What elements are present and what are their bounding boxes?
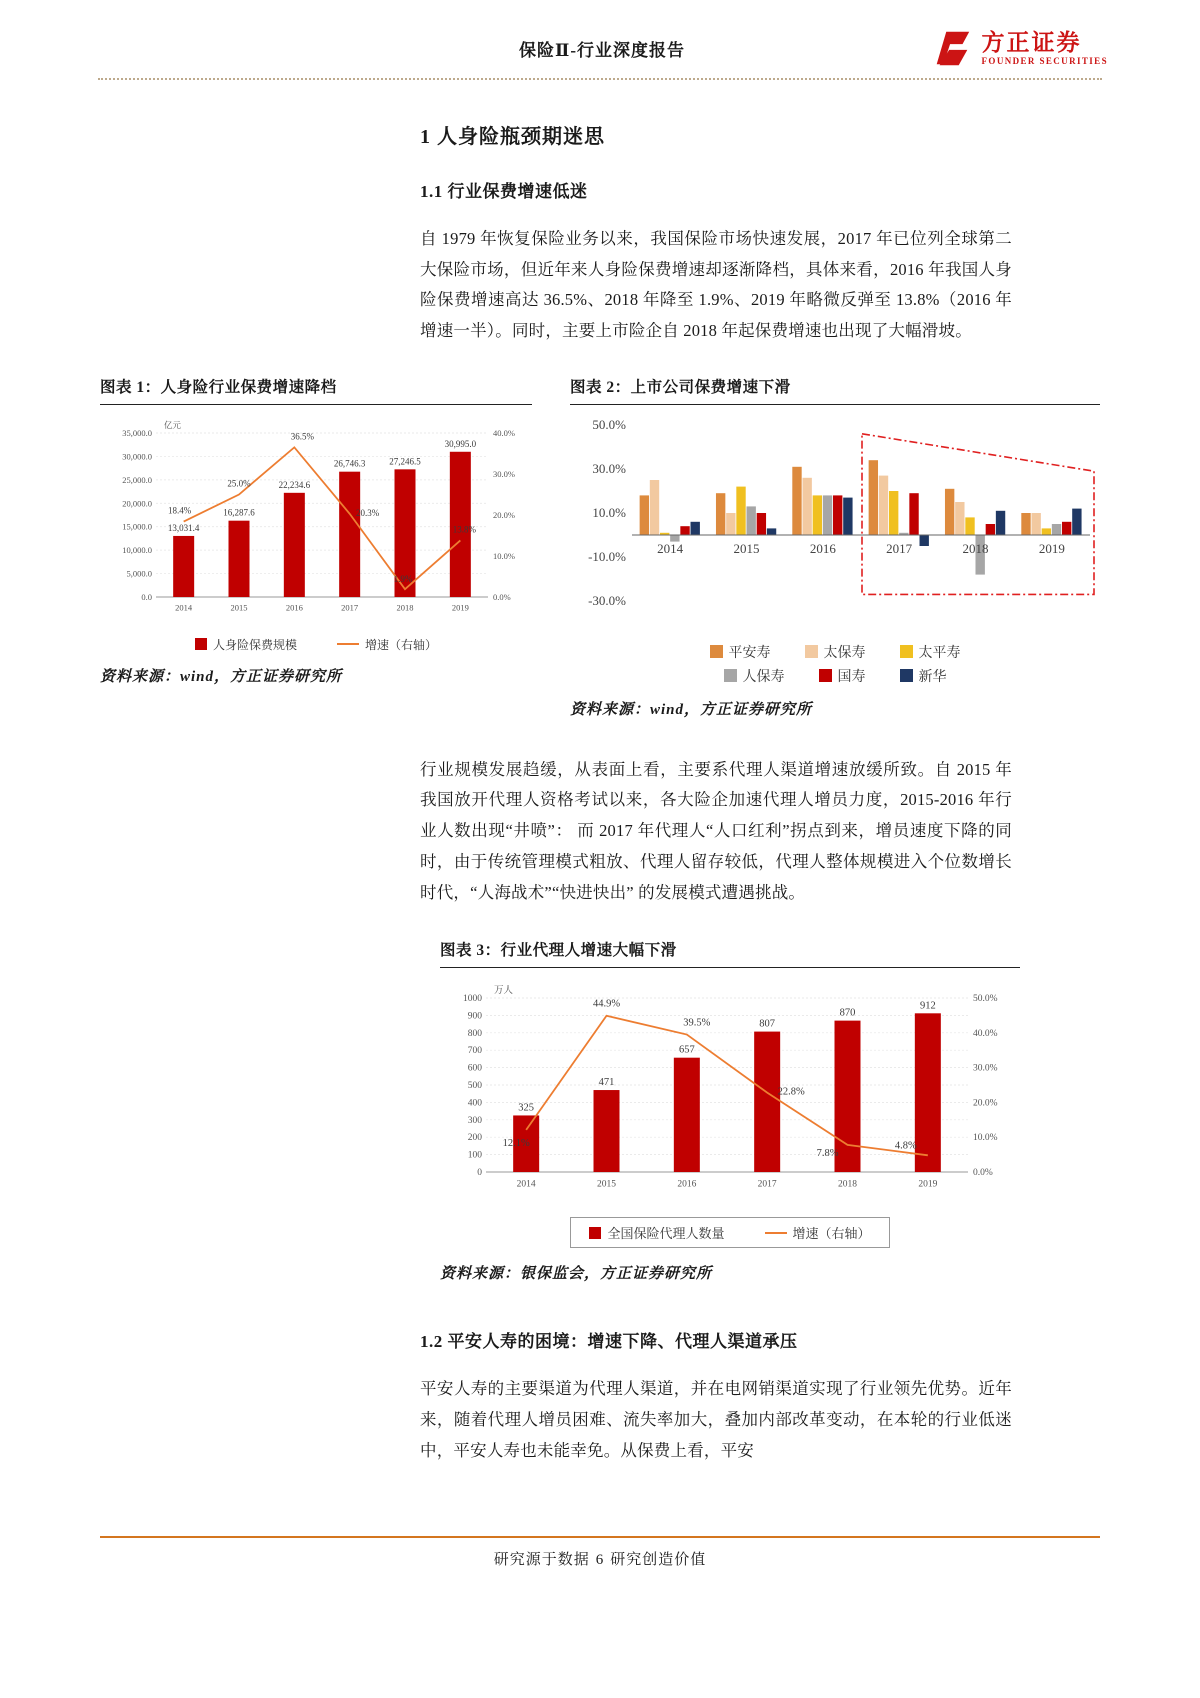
svg-text:2016: 2016: [677, 1179, 697, 1190]
page-number: 6: [595, 1552, 605, 1568]
svg-text:30,000.0: 30,000.0: [122, 451, 152, 462]
svg-text:800: 800: [467, 1028, 482, 1039]
svg-text:13,031.4: 13,031.4: [167, 522, 200, 533]
brand-name-cn: 方正证券: [981, 30, 1082, 56]
svg-text:2015: 2015: [733, 540, 760, 556]
svg-text:2016: 2016: [809, 540, 836, 556]
paragraph-3: 平安人寿的主要渠道为代理人渠道，并在电网销渠道实现了行业领先优势。近年来，随着代理人增员困难、流失率加大，叠加内部改革变动，在本轮的行业低迷中，平安人寿也未能幸免。从保费上看，平安: [420, 1379, 1012, 1460]
svg-text:25,000.0: 25,000.0: [122, 474, 152, 485]
svg-text:26,746.3: 26,746.3: [333, 458, 366, 469]
footer-slogan: [0, 1548, 1200, 1569]
legend-item-国寿: [819, 666, 866, 686]
report-type-title: 保险Ⅱ-行业深度报告: [519, 40, 685, 60]
section-1-2-heading: 1.2 平安人寿的困境：增速下降、代理人渠道承压: [420, 1332, 798, 1352]
svg-text:2018: 2018: [396, 602, 414, 613]
svg-text:20.0%: 20.0%: [973, 1098, 998, 1109]
svg-text:2019: 2019: [1038, 540, 1065, 556]
legend-item-太平寿: [900, 642, 961, 662]
svg-text:0: 0: [477, 1168, 482, 1179]
svg-text:900: 900: [467, 1011, 482, 1022]
figure-3-source: 资料来源：银保监会，方正证券研究所: [440, 1266, 713, 1283]
report-body: [0, 120, 1200, 1466]
figure-2-caption: 图表 2：上市公司保费增速下滑: [570, 375, 1100, 405]
svg-text:0.0%: 0.0%: [973, 1168, 993, 1179]
svg-text:2014: 2014: [516, 1179, 536, 1190]
footer-right: 研究创造价值: [610, 1552, 707, 1568]
svg-text:20.0%: 20.0%: [493, 509, 515, 520]
series-swatch-icon: [900, 669, 913, 682]
svg-text:7.8%: 7.8%: [816, 1148, 839, 1160]
figure-3-caption: 图表 3：行业代理人增速大幅下滑: [440, 938, 1020, 968]
svg-text:912: 912: [919, 1000, 936, 1012]
svg-text:-10.0%: -10.0%: [588, 548, 626, 564]
line-swatch-icon: [765, 1232, 787, 1234]
figure-2-source: 资料来源：wind，方正证券研究所: [570, 701, 813, 718]
section-1-heading: 1 人身险瓶颈期迷思: [420, 126, 605, 148]
svg-text:25.0%: 25.0%: [227, 478, 251, 489]
svg-text:600: 600: [467, 1063, 482, 1074]
svg-text:0.0%: 0.0%: [493, 591, 511, 602]
svg-text:2015: 2015: [230, 602, 248, 613]
charts-row: [100, 375, 1100, 719]
series-swatch-icon: [900, 645, 913, 658]
svg-text:4.8%: 4.8%: [894, 1140, 917, 1152]
brand-logo: [894, 26, 1108, 70]
svg-text:657: 657: [678, 1044, 695, 1056]
figure-2-legend: [675, 642, 995, 686]
series-swatch-icon: [710, 645, 723, 658]
svg-text:万人: 万人: [494, 986, 514, 997]
svg-text:12.1%: 12.1%: [502, 1138, 530, 1150]
svg-text:400: 400: [467, 1098, 482, 1109]
legend-item-bar: [589, 1223, 724, 1242]
figure-3-chart: [440, 978, 1020, 1209]
figure-3-legend: [570, 1217, 889, 1248]
legend-label: 增速（右轴）: [365, 637, 438, 652]
svg-text:2018: 2018: [838, 1179, 857, 1190]
svg-text:15,000.0: 15,000.0: [122, 521, 152, 532]
svg-text:27,246.5: 27,246.5: [389, 456, 421, 467]
figure-2: [570, 375, 1100, 719]
svg-text:30.0%: 30.0%: [592, 460, 626, 476]
figure-2-chart: [570, 415, 1100, 632]
svg-text:2019: 2019: [918, 1179, 938, 1190]
founder-logo-icon: [930, 26, 974, 70]
svg-text:5,000.0: 5,000.0: [126, 568, 152, 579]
svg-text:40.0%: 40.0%: [973, 1028, 998, 1039]
legend-label: 新华: [918, 669, 947, 685]
legend-label: 太保寿: [823, 645, 866, 661]
svg-text:2015: 2015: [597, 1179, 616, 1190]
svg-text:20.3%: 20.3%: [356, 507, 380, 518]
bar-swatch-icon: [195, 638, 207, 650]
figure-1-chart: [100, 415, 532, 632]
svg-text:22,234.6: 22,234.6: [278, 479, 311, 490]
svg-text:2017: 2017: [757, 1179, 777, 1190]
legend-label: 太平寿: [918, 645, 961, 661]
paragraph-2: 行业规模发展趋缓，从表面上看，主要系代理人渠道增速放缓所致。自 2015 年我国放开代理人资格考试以来，各大险企加速代理人增员力度，2015-2016 年行业人数出现“井喷”： 而 2017 年代理人“人口红利”拐点到来，增员速度下降的同时，由于传统管理模式粗放、代理人留存较低，代理人整体规模进入个位数增长时代，“人海战术”“快进快出” 的发展模式遭遇挑战。: [420, 759, 1012, 902]
legend-item-line: [765, 1223, 871, 1242]
svg-text:39.5%: 39.5%: [683, 1017, 711, 1029]
legend-label: 平安寿: [728, 645, 771, 661]
footer-left: 研究源于数据: [493, 1552, 590, 1568]
svg-text:2016: 2016: [285, 602, 303, 613]
series-swatch-icon: [819, 669, 832, 682]
svg-text:30,995.0: 30,995.0: [444, 438, 477, 449]
svg-text:870: 870: [839, 1007, 856, 1019]
legend-item-人保寿: [724, 666, 785, 686]
svg-text:16,287.6: 16,287.6: [223, 507, 255, 518]
legend-item-新华: [900, 666, 947, 686]
svg-text:10,000.0: 10,000.0: [122, 544, 152, 555]
brand-name-en: FOUNDER SECURITIES: [981, 55, 1108, 66]
section-1-1-heading: 1.1 行业保费增速低迷: [420, 182, 588, 201]
svg-text:18.4%: 18.4%: [168, 505, 192, 516]
page-footer: [0, 1536, 1200, 1569]
legend-label: 国寿: [837, 669, 866, 685]
legend-item-line: [337, 636, 437, 653]
line-swatch-icon: [337, 643, 359, 645]
svg-text:2017: 2017: [341, 602, 359, 613]
figure-3: [440, 938, 1020, 1283]
legend-label: 人保寿: [742, 669, 785, 685]
svg-text:2019: 2019: [451, 602, 469, 613]
legend-label: 全国保险代理人数量: [607, 1226, 725, 1242]
svg-text:36.5%: 36.5%: [290, 431, 314, 442]
svg-text:-30.0%: -30.0%: [588, 592, 626, 608]
svg-text:50.0%: 50.0%: [973, 994, 998, 1005]
page-header: [0, 0, 1200, 70]
svg-text:0.0: 0.0: [141, 591, 152, 602]
figure-1-legend: [100, 636, 532, 653]
svg-text:2014: 2014: [657, 540, 684, 556]
legend-item-bar: [195, 636, 297, 653]
footer-divider: [100, 1536, 1100, 1538]
svg-text:亿元: 亿元: [164, 419, 182, 430]
svg-text:13.8%: 13.8%: [452, 524, 476, 535]
series-swatch-icon: [805, 645, 818, 658]
svg-text:50.0%: 50.0%: [592, 416, 626, 432]
svg-text:2018: 2018: [962, 540, 989, 556]
legend-label: 人身险保费规模: [212, 637, 297, 652]
legend-item-平安寿: [710, 642, 771, 662]
figure-1-source: 资料来源：wind，方正证券研究所: [100, 668, 343, 685]
svg-text:2017: 2017: [886, 540, 913, 556]
svg-text:10.0%: 10.0%: [973, 1133, 998, 1144]
svg-text:40.0%: 40.0%: [493, 427, 515, 438]
svg-text:500: 500: [467, 1081, 482, 1092]
brand-text: [982, 30, 1108, 65]
svg-text:44.9%: 44.9%: [592, 998, 621, 1010]
svg-text:1000: 1000: [463, 994, 482, 1005]
svg-text:30.0%: 30.0%: [973, 1063, 998, 1074]
svg-text:10.0%: 10.0%: [592, 504, 626, 520]
svg-text:10.0%: 10.0%: [493, 550, 515, 561]
svg-text:325: 325: [518, 1102, 535, 1114]
svg-text:700: 700: [467, 1046, 482, 1057]
paragraph-1: 自 1979 年恢复保险业务以来，我国保险市场快速发展，2017 年已位列全球第二大保险市场，但近年来人身险保费增速却逐渐降档，具体来看，2016 年我国人身险保费增速高达 36.5%、2018 年降至 1.9%、2019 年略微反弹至 13.8%（2016 年增速一半）。同时，主要上市险企自 2018 年起保费增速也出现了大幅滑坡。: [420, 229, 1012, 341]
svg-text:2014: 2014: [175, 602, 193, 613]
bar-swatch-icon: [589, 1227, 601, 1239]
series-swatch-icon: [724, 669, 737, 682]
svg-text:30.0%: 30.0%: [493, 468, 515, 479]
svg-text:471: 471: [598, 1077, 615, 1089]
svg-text:807: 807: [759, 1018, 776, 1030]
legend-label: 增速（右轴）: [792, 1226, 871, 1242]
header-divider: [98, 78, 1102, 80]
svg-text:100: 100: [467, 1150, 482, 1161]
svg-text:22.8%: 22.8%: [777, 1086, 805, 1098]
svg-text:35,000.0: 35,000.0: [122, 427, 152, 438]
svg-text:1.9%: 1.9%: [393, 573, 413, 584]
figure-1-caption: 图表 1：人身险行业保费增速降档: [100, 375, 532, 405]
legend-item-太保寿: [805, 642, 866, 662]
svg-text:20,000.0: 20,000.0: [122, 498, 152, 509]
svg-text:300: 300: [467, 1115, 482, 1126]
svg-text:200: 200: [467, 1133, 482, 1144]
figure-1: [100, 375, 532, 719]
